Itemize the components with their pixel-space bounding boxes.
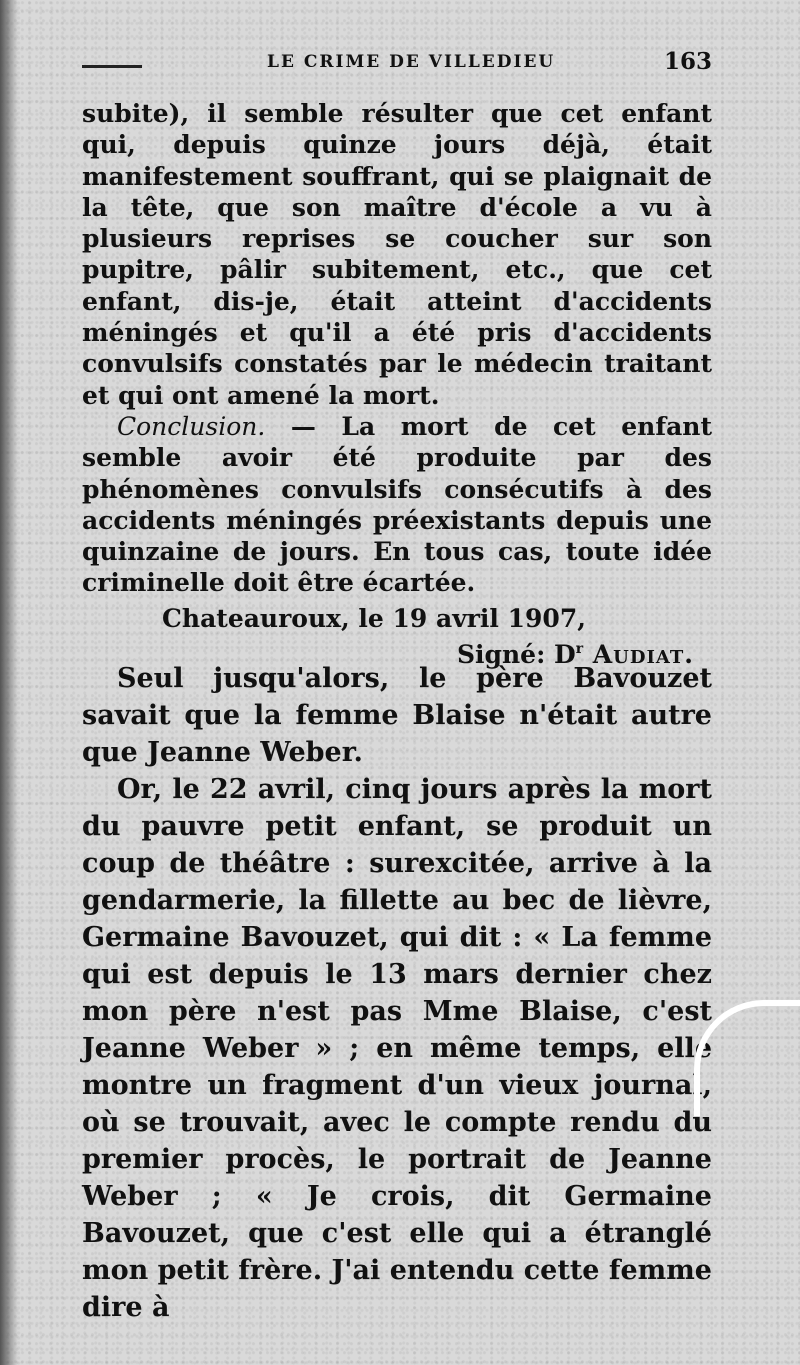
place-date: Chateauroux, le 19 avril 1907, [162, 603, 586, 633]
signed-sup: r [575, 641, 584, 658]
signed-prefix: Signé: D [456, 640, 576, 670]
conclusion-text: — La mort de cet enfant semble avoir été produite par des phénomènes convulsifs consécutifs à des accidents méningés préexistants depuis une quinzaine de jours. En tous cas, toute idée criminelle doit être écartée. [82, 411, 712, 598]
conclusion-label: Conclusion. [117, 411, 266, 441]
scan-edge-shadow [0, 0, 18, 1365]
conclusion-paragraph [82, 411, 712, 599]
report-paragraph: subite), il semble résulter que cet enfant qui, depuis quinze jours déjà, était manifestement souffrant, qui se plaignait de la tête, que son maître d'école a vu à plusieurs reprises se coucher sur son pupitre, pâlir subitement, etc., que cet enfant, dis-je, était atteint d'accidents méningés et qu'il a été pris d'accidents convulsifs constatés par le médecin traitant et qui ont amené la mort. [82, 99, 712, 410]
running-title: LE CRIME DE VILLEDIEU [267, 52, 556, 72]
page-number: 163 [663, 48, 712, 75]
narrative-text [82, 660, 712, 1326]
narrative-paragraph-2: Or, le 22 avril, cinq jours après la mort du pauvre petit enfant, se produit un coup de théâtre : surexcitée, arrive à la gendarmerie, la fillette au bec de lièvre, Germaine Bavouzet, qui dit : « La femme qui est depuis le 13 mars dernier chez mon père n'est pas Mme Blaise, c'est Jeanne Weber » ; en même temps, elle montre un fragment d'un vieux journal, où se trouvait, avec le compte rendu du premier procès, le portrait de Jeanne Weber ; « Je crois, dit Germaine Bavouzet, que c'est elle qui a étranglé mon petit frère. J'ai entendu cette femme dire à [82, 774, 712, 1323]
page-header [82, 50, 712, 80]
medical-report [82, 98, 712, 670]
header-rule [82, 65, 142, 68]
narrative-paragraph-1: Seul jusqu'alors, le père Bavouzet savait que la femme Blaise n'était autre que Jeanne Weber. [82, 663, 712, 768]
signed-name: Audiat. [583, 640, 694, 670]
